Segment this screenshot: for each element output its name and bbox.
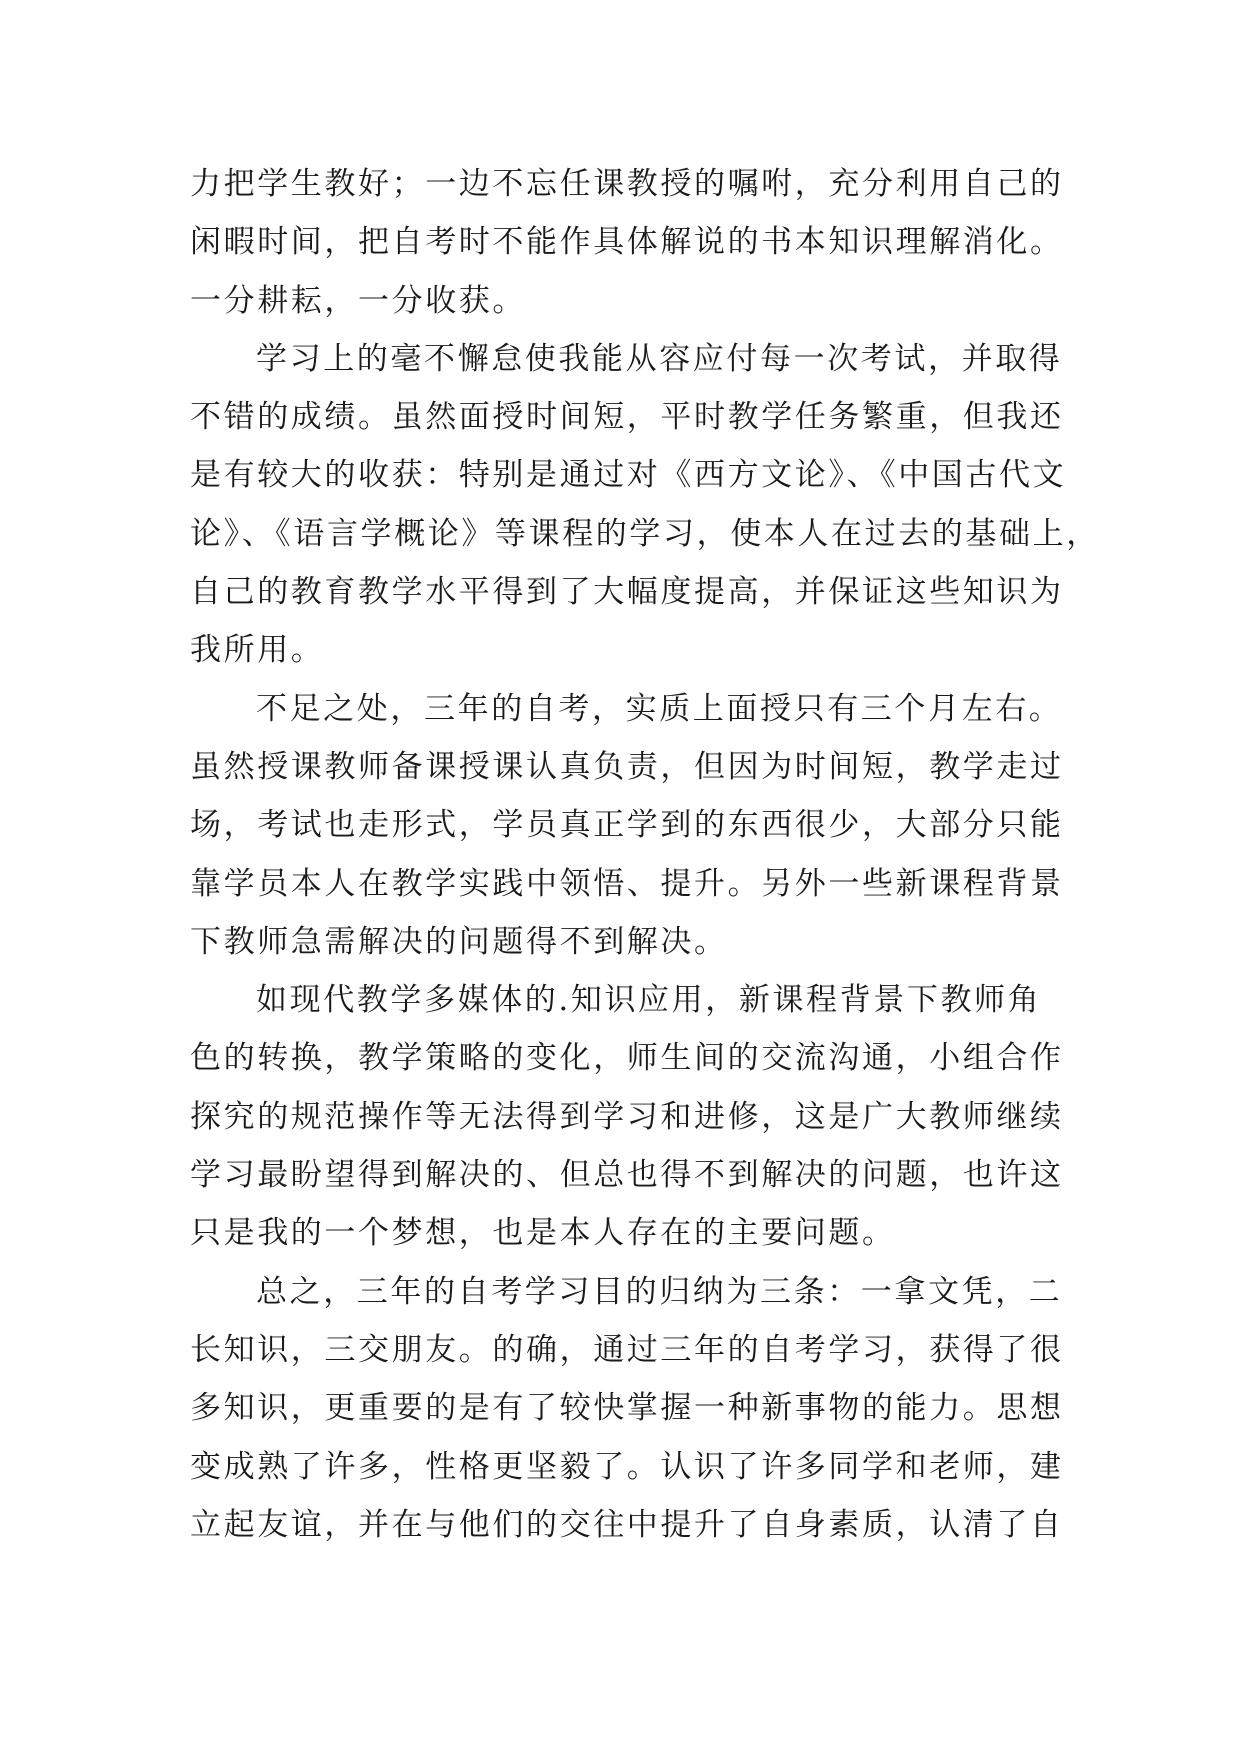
text-line: 场，考试也走形式，学员真正学到的东西很少，大部分只能 xyxy=(190,807,1064,844)
text-line: 不错的成绩。虽然面授时间短，平时教学任务繁重，但我还 xyxy=(190,399,1064,436)
text-line: 力把学生教好；一边不忘任课教授的嘱咐，充分利用自己的 xyxy=(190,166,1064,202)
text-line: 学习最盼望得到解决的、但总也得不到解决的问题，也许这 xyxy=(190,1157,1064,1194)
paragraph-first-line: 如现代教学多媒体的.知识应用，新课程背景下教师角 xyxy=(256,982,1042,1019)
body-text xyxy=(190,155,1100,1554)
paragraph-first-line: 不足之处，三年的自考，实质上面授只有三个月左右。 xyxy=(256,690,1063,727)
text-line: 立起友谊，并在与他们的交往中提升了自身素质，认清了自 xyxy=(190,1506,1064,1543)
text-line: 我所用。 xyxy=(190,632,325,669)
text-line: 探究的规范操作等无法得到学习和进修，这是广大教师继续 xyxy=(190,1098,1064,1135)
text-line: 只是我的一个梦想，也是本人存在的主要问题。 xyxy=(190,1215,896,1252)
text-line: 一分耕耘，一分收获。 xyxy=(190,282,526,319)
text-line: 下教师急需解决的问题得不到解决。 xyxy=(190,923,728,960)
text-line: 闲暇时间，把自考时不能作具体解说的书本知识理解消化。 xyxy=(190,224,1064,261)
text-line: 长知识，三交朋友。的确，通过三年的自考学习，获得了很 xyxy=(190,1331,1064,1368)
text-line: 多知识，更重要的是有了较快掌握一种新事物的能力。思想 xyxy=(190,1390,1064,1427)
text-line: 虽然授课教师备课授课认真负责，但因为时间短，教学走过 xyxy=(190,748,1064,785)
text-line: 变成熟了许多，性格更坚毅了。认识了许多同学和老师，建 xyxy=(190,1448,1064,1485)
paragraph-first-line: 总之，三年的自考学习目的归纳为三条：一拿文凭，二 xyxy=(256,1273,1063,1310)
text-line: 靠学员本人在教学实践中领悟、提升。另外一些新课程背景 xyxy=(190,865,1064,902)
paragraph-first-line: 学习上的毫不懈怠使我能从容应付每一次考试，并取得 xyxy=(256,340,1063,377)
text-line: 自己的教育教学水平得到了大幅度提高，并保证这些知识为 xyxy=(190,574,1064,611)
text-line: 是有较大的收获：特别是通过对《西方文论》、《中国古代文 xyxy=(190,457,1067,494)
text-line: 论》、《语言学概论》等课程的学习，使本人在过去的基础上， xyxy=(190,515,1100,552)
text-line: 色的转换，教学策略的变化，师生间的交流沟通，小组合作 xyxy=(190,1040,1064,1077)
